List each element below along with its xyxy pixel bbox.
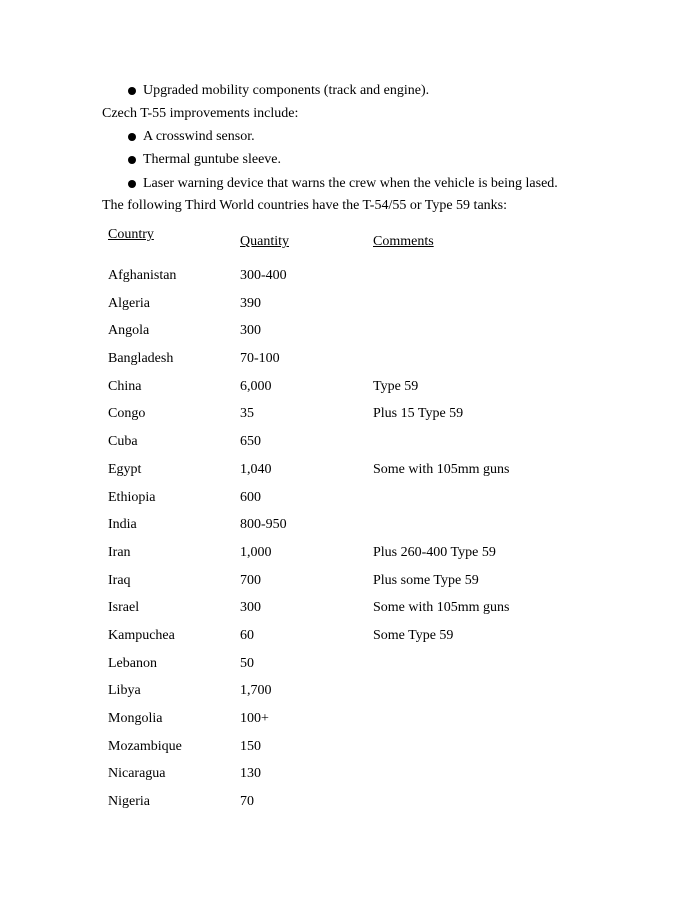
table-row <box>108 321 588 349</box>
quantity-cell: 35 <box>240 406 254 422</box>
quantity-cell: 1,040 <box>240 461 272 477</box>
lead-text: The following Third World countries have the T-54/55 or Type 59 tanks: <box>102 198 508 213</box>
quantity-cell: 50 <box>240 655 254 671</box>
table-row <box>108 460 588 488</box>
intro-text: Czech T-55 improvements include: <box>102 106 299 121</box>
table-row <box>108 598 588 626</box>
bullet-dot-icon <box>128 87 136 95</box>
table-row <box>108 709 588 737</box>
country-table <box>108 266 588 820</box>
table-row <box>108 404 588 432</box>
bullet-text: Laser warning device that warns the crew when the vehicle is being lased. <box>143 176 558 191</box>
header-country: Country <box>108 227 154 242</box>
table-row <box>108 377 588 405</box>
country-cell: Iran <box>108 544 131 560</box>
comments-cell: Plus some Type 59 <box>373 572 479 588</box>
table-row <box>108 432 588 460</box>
table-row <box>108 737 588 765</box>
table-row <box>108 488 588 516</box>
quantity-cell: 6,000 <box>240 378 272 394</box>
quantity-cell: 300-400 <box>240 268 287 283</box>
table-row <box>108 266 588 294</box>
quantity-cell: 130 <box>240 766 261 782</box>
country-cell: India <box>108 517 137 533</box>
table-row <box>108 515 588 543</box>
quantity-cell: 700 <box>240 572 261 588</box>
table-row <box>108 571 588 599</box>
country-cell: Congo <box>108 406 146 422</box>
quantity-cell: 650 <box>240 434 261 450</box>
bullet-text: Thermal guntube sleeve. <box>143 152 282 167</box>
bullet-dot-icon <box>128 133 136 141</box>
quantity-cell: 600 <box>240 489 261 505</box>
header-comments: Comments <box>373 234 434 249</box>
quantity-cell: 300 <box>240 600 261 616</box>
table-row <box>108 792 588 820</box>
comments-cell: Plus 15 Type 59 <box>373 406 464 422</box>
country-cell: Cuba <box>108 434 138 450</box>
quantity-cell: 300 <box>240 323 261 339</box>
country-cell: China <box>108 378 142 394</box>
quantity-cell: 800-950 <box>240 517 287 533</box>
table-row <box>108 626 588 654</box>
quantity-cell: 150 <box>240 738 261 754</box>
quantity-cell: 100+ <box>240 711 269 726</box>
comments-cell: Plus 260-400 Type 59 <box>373 544 496 560</box>
quantity-cell: 70-100 <box>240 351 280 367</box>
country-cell: Bangladesh <box>108 351 174 367</box>
bullet-text: A crosswind sensor. <box>143 129 255 144</box>
comments-cell: Some with 105mm guns <box>373 600 510 616</box>
country-cell: Nigeria <box>108 794 150 810</box>
country-cell: Lebanon <box>108 655 157 671</box>
table-row <box>108 654 588 682</box>
header-quantity: Quantity <box>240 234 289 249</box>
quantity-cell: 390 <box>240 295 261 311</box>
country-cell: Kampuchea <box>108 627 175 643</box>
quantity-cell: 70 <box>240 794 254 810</box>
country-cell: Iraq <box>108 572 131 588</box>
table-row <box>108 681 588 709</box>
bullet-dot-icon <box>128 156 136 164</box>
table-row <box>108 543 588 571</box>
country-cell: Libya <box>108 683 141 699</box>
comments-cell: Some with 105mm guns <box>373 461 510 477</box>
bullet-text: Upgraded mobility components (track and engine). <box>143 83 430 98</box>
bullet-dot-icon <box>128 180 136 188</box>
country-cell: Afghanistan <box>108 268 177 283</box>
country-cell: Algeria <box>108 295 150 311</box>
country-cell: Ethiopia <box>108 489 156 505</box>
country-cell: Mozambique <box>108 738 182 754</box>
quantity-cell: 1,700 <box>240 683 272 699</box>
comments-cell: Some Type 59 <box>373 627 454 643</box>
quantity-cell: 60 <box>240 627 254 643</box>
country-cell: Egypt <box>108 461 142 477</box>
table-row <box>108 764 588 792</box>
quantity-cell: 1,000 <box>240 544 272 560</box>
country-cell: Mongolia <box>108 711 163 726</box>
country-cell: Israel <box>108 600 140 616</box>
table-row <box>108 294 588 322</box>
country-cell: Angola <box>108 323 150 339</box>
country-cell: Nicaragua <box>108 766 166 782</box>
comments-cell: Type 59 <box>373 378 419 394</box>
table-row <box>108 349 588 377</box>
